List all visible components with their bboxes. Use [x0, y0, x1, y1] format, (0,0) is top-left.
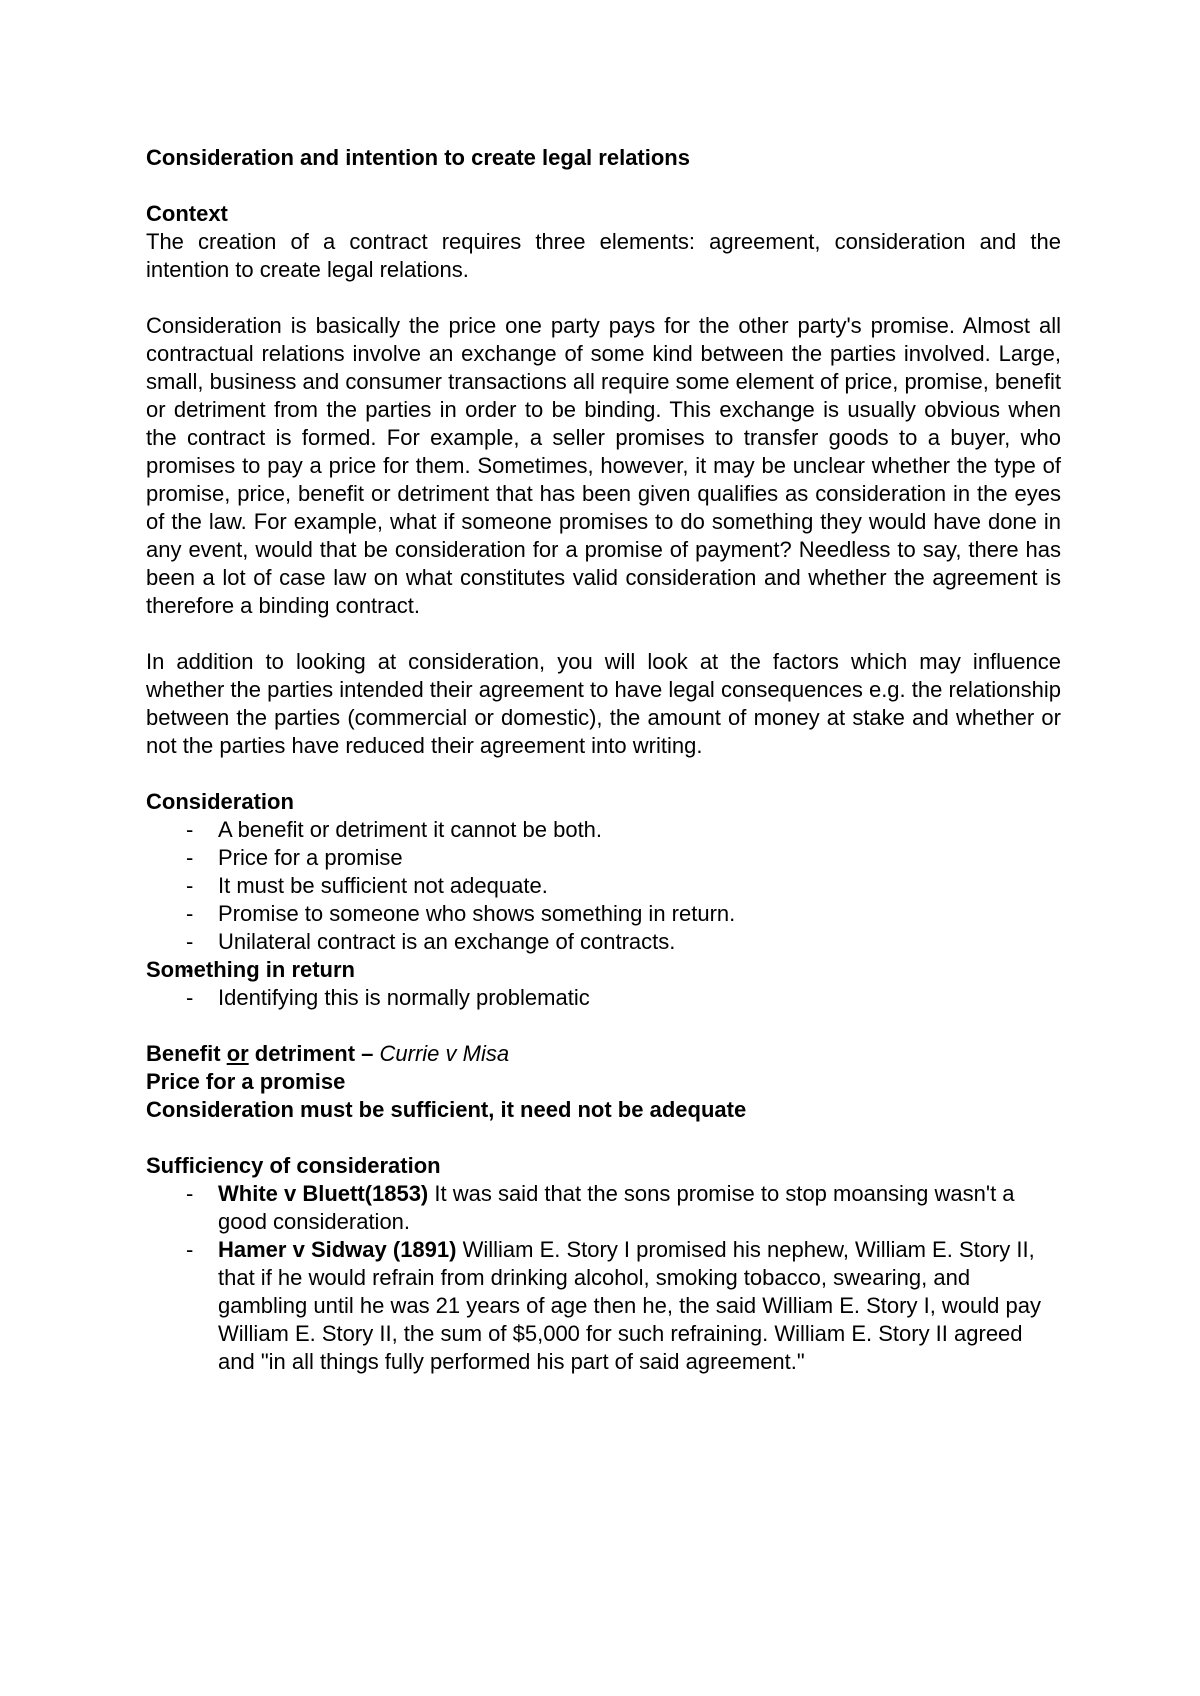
list-item: - It must be sufficient not adequate.: [186, 872, 1061, 900]
case-item: [186, 1236, 1061, 1376]
spacer: [146, 760, 1061, 788]
list-item: - Unilateral contract is an exchange of contracts.: [186, 928, 1061, 956]
context-paragraph-2: Consideration is basically the price one party pays for the other party's promise. Almost all contractual relations involve an exchange of some kind between the parties involved. Large, small, business and consumer transactions all require some element of price, promise, benefit or detriment from the parties in order to be binding. This exchange is usually obvious when the contract is formed. For example, a seller promises to transfer goods to a buyer, who promises to pay a price for them. Sometimes, however, it may be unclear whether the type of promise, price, benefit or detriment that has been given qualifies as consideration in the eyes of the law. For example, what if someone promises to do something they would have done in any event, would that be consideration for a promise of payment? Needless to say, there has been a lot of case law on what constitutes valid consideration and whether the agreement is therefore a binding contract.: [146, 313, 1061, 618]
case-title: Hamer v Sidway (1891): [218, 1237, 457, 1262]
case-title: White v Bluett(1853): [218, 1181, 429, 1206]
consideration-heading: Consideration: [146, 789, 294, 814]
list-item: - Price for a promise: [186, 844, 1061, 872]
benefit-text: Benefit: [146, 1041, 227, 1066]
benefit-detriment-line: [146, 1040, 1061, 1068]
spacer: [146, 284, 1061, 312]
spacer: [146, 1012, 1061, 1040]
case-text: It was said that the sons promise to stop moansing wasn't a good consideration.: [218, 1181, 1015, 1234]
detriment-text: detriment –: [248, 1041, 380, 1066]
consideration-list: [146, 816, 1061, 956]
document-page: [146, 144, 1061, 1376]
spacer: [146, 1124, 1061, 1152]
spacer: [146, 172, 1061, 200]
context-paragraph-3: In addition to looking at consideration, you will look at the factors which may influence whether the parties intended their agreement to have legal consequences e.g. the relationship between the parties (commercial or domestic), the amount of money at stake and whether or not the parties have reduced their agreement into writing.: [146, 649, 1061, 758]
sufficiency-list: [146, 1180, 1061, 1376]
sufficiency-heading: Sufficiency of consideration: [146, 1153, 441, 1178]
something-in-return-list: [146, 984, 1061, 1012]
list-item: - Promise to someone who shows something in return.: [186, 900, 1061, 928]
document-title: Consideration and intention to create legal relations: [146, 145, 690, 170]
spacer: [146, 620, 1061, 648]
context-paragraph-1: The creation of a contract requires three elements: agreement, consideration and the intention to create legal relations.: [146, 229, 1061, 282]
something-in-return-heading: Something in return: [146, 957, 355, 982]
context-heading: Context: [146, 201, 228, 226]
case-text: William E. Story I promised his nephew, William E. Story II, that if he would refrain from drinking alcohol, smoking tobacco, swearing, and gambling until he was 21 years of age then he, the said William E. Story I, would pay William E. Story II, the sum of $5,000 for such refraining. William E. Story II agreed and "in all things fully performed his part of said agreement.": [218, 1237, 1041, 1374]
case-item: [186, 1180, 1061, 1236]
list-item: - Identifying this is normally problematic: [186, 984, 1061, 1012]
case-name: Currie v Misa: [379, 1041, 510, 1066]
sufficient-line: Consideration must be sufficient, it need not be adequate: [146, 1097, 747, 1122]
list-item: - A benefit or detriment it cannot be both.: [186, 816, 1061, 844]
or-text: or: [226, 1041, 249, 1066]
price-line: Price for a promise: [146, 1069, 346, 1094]
